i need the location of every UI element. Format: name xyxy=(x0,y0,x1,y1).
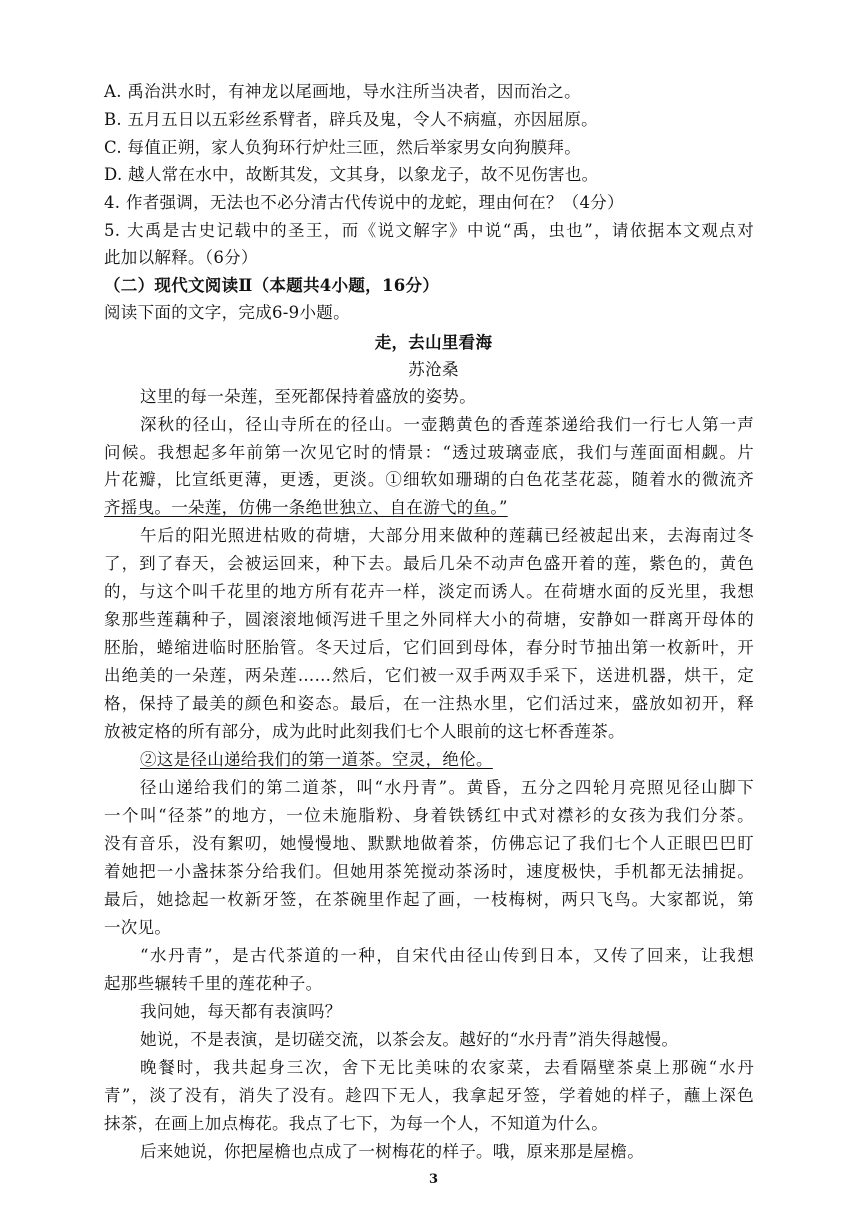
paragraph-line: ②这是径山递给我们的第一道茶。空灵，绝伦。 xyxy=(140,750,493,769)
paragraph-line: 胚胎，蜷缩进临时胚胎管。冬天过后，它们回到母体，春分时节抽出第一枚新叶，开 xyxy=(104,638,754,657)
option-b: B. 五月五日以五彩丝系臂者，辟兵及鬼，令人不病瘟，亦因屈原。 xyxy=(104,110,598,129)
paragraph-line: 径山递给我们的第二道茶，叫“水丹青”。黄昏，五分之四轮月亮照见径山脚下 xyxy=(140,778,754,797)
article-author: 苏沧桑 xyxy=(408,360,459,379)
paragraph-line: “水丹青”，是古代茶道的一种，自宋代由径山传到日本，又传了回来，让我想 xyxy=(140,946,754,965)
article-title: 走，去山里看海 xyxy=(374,333,493,352)
paragraph-line: 齐摇曳。一朵莲，仿佛一条绝世独立、自在游弋的鱼。” xyxy=(104,498,508,517)
paragraph-line: 问候。我想起多年前第一次见它时的情景：“透过玻璃壶底，我们与莲面面相觑。片 xyxy=(104,443,754,462)
paragraph-line: 晚餐时，我共起身三次，舍下无比美味的农家菜，去看隔壁茶桌上那碗“水丹 xyxy=(140,1058,754,1077)
question-4: 4. 作者强调，无法也不必分清古代传说中的龙蛇，理由何在？（4分） xyxy=(104,193,624,212)
paragraph-line: 的，与这个叫千花里的地方所有花卉一样，淡定而诱人。在荷塘水面的反光里，我想 xyxy=(104,582,754,601)
paragraph-line: 青”，淡了没有，消失了没有。趁四下无人，我拿起牙签，学着她的样子，蘸上深色 xyxy=(104,1086,754,1105)
paragraph-line: 了，到了春天，会被运回来，种下去。最后几朵不动声色盛开着的莲，紫色的，黄色 xyxy=(104,554,754,573)
question-5-line-2: 此加以解释。（6分） xyxy=(104,248,258,267)
section-heading: （二）现代文阅读Ⅱ（本题共4小题，16分） xyxy=(104,276,440,295)
paragraph-line: 抹茶，在画上加点梅花。我点了七下，为每一个人，不知道为什么。 xyxy=(104,1114,608,1133)
paragraph-line: 一次见。 xyxy=(104,918,172,937)
option-a: A. 禹治洪水时，有神龙以尾画地，导水注所当决者，因而治之。 xyxy=(104,82,581,101)
paragraph-line: 一个叫“径茶”的地方，一位未施脂粉、身着铁锈红中式对襟衫的女孩为我们分茶。 xyxy=(104,806,754,825)
paragraph-line: 我问她，每天都有表演吗？ xyxy=(140,1002,342,1021)
paragraph-line: 片花瓣，比宣纸更薄，更透，更淡。①细软如珊瑚的白色花茎花蕊，随着水的微流齐 xyxy=(104,470,754,489)
paragraph-line: 象那些莲藕种子，圆滚滚地倾泻进千里之外同样大小的荷塘，安静如一群离开母体的 xyxy=(104,610,754,629)
paragraph-line: 她说，不是表演，是切磋交流，以茶会友。越好的“水丹青”消失得越慢。 xyxy=(140,1030,679,1049)
paragraph-line: 着她把一小盏抹茶分给我们。但她用茶筅搅动茶汤时，速度极快，手机都无法捕捉。 xyxy=(104,862,754,881)
paragraph-line: 午后的阳光照进枯败的荷塘，大部分用来做种的莲藕已经被起出来，去海南过冬 xyxy=(140,526,754,545)
question-5-line-1: 5. 大禹是古史记载中的圣王，而《说文解字》中说“禹，虫也”，请依据本文观点对 xyxy=(104,221,754,240)
page-number: 3 xyxy=(428,1172,439,1187)
section-instruction: 阅读下面的文字，完成6-9小题。 xyxy=(104,303,350,322)
paragraph-line: 没有音乐，没有絮叨，她慢慢地、默默地做着茶，仿佛忘记了我们七个人正眼巴巴盯 xyxy=(104,834,754,853)
paragraph-line: 格，保持了最美的颜色和姿态。最后，在一注热水里，它们活过来，盛放如初开，释 xyxy=(104,694,754,713)
option-d: D. 越人常在水中，故断其发，文其身，以象龙子，故不见伤害也。 xyxy=(104,165,599,184)
paragraph-line: 起那些辗转千里的莲花种子。 xyxy=(104,974,323,993)
paragraph-line: 这里的每一朵莲，至死都保持着盛放的姿势。 xyxy=(140,387,476,406)
paragraph-line: 最后，她捻起一枚新牙签，在茶碗里作起了画，一枝梅树，两只飞鸟。大家都说，第 xyxy=(104,890,754,909)
paragraph-line: 后来她说，你把屋檐也点成了一树梅花的样子。哦，原来那是屋檐。 xyxy=(140,1142,644,1161)
paragraph-line: 出绝美的一朵莲，两朵莲……然后，它们被一双手两双手采下，送进机器，烘干，定 xyxy=(104,666,754,685)
paragraph-line: 深秋的径山，径山寺所在的径山。一壶鹅黄色的香莲茶递给我们一行七人第一声 xyxy=(140,415,754,434)
paragraph-line: 放被定格的所有部分，成为此时此刻我们七个人眼前的这七杯香莲茶。 xyxy=(104,722,625,741)
option-c: C. 每值正朔，家人负狗环行炉灶三匝，然后举家男女向狗膜拜。 xyxy=(104,138,582,157)
